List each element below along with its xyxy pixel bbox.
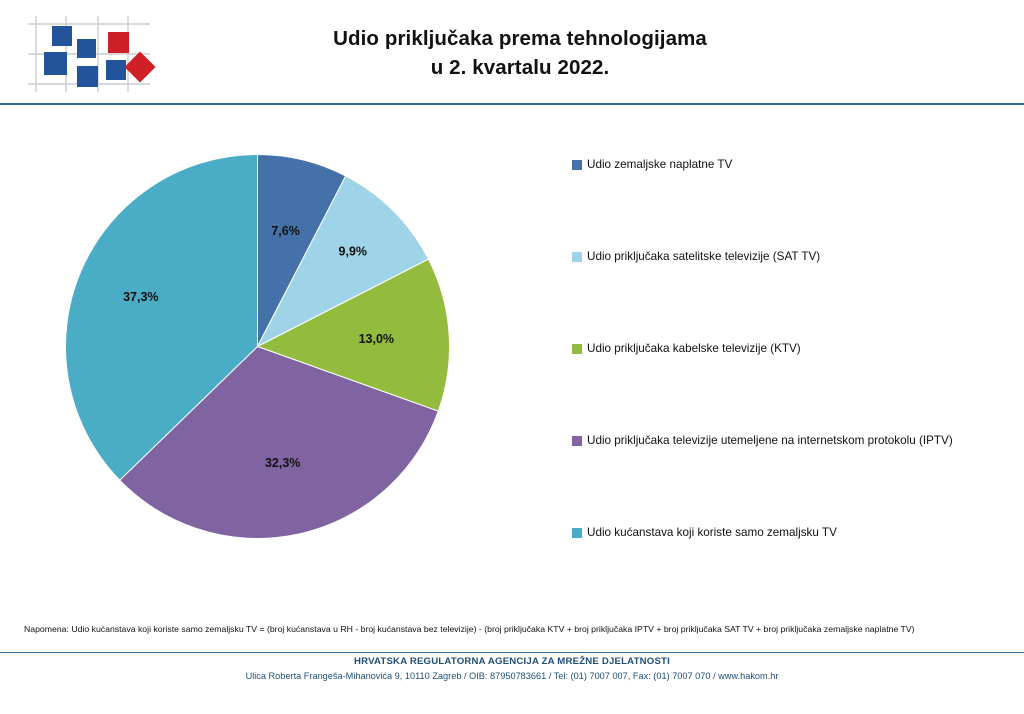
legend-swatch-icon-4 [572, 528, 582, 538]
legend-label-4: Udio kućanstava koji koriste samo zemaljsku TV [587, 526, 837, 539]
legend-label-1: Udio priključaka satelitske televizije (SAT TV) [587, 250, 821, 263]
pie-slice-label-0: 7,6% [271, 223, 300, 238]
legend-item-0[interactable] [572, 158, 1002, 250]
chart-area [0, 104, 1024, 614]
legend-swatch-icon-2 [572, 344, 582, 354]
legend-label-3: Udio priključaka televizije utemeljene na internetskom protokolu (IPTV) [587, 434, 953, 447]
legend-item-1[interactable] [572, 250, 1002, 342]
legend-swatch-icon-1 [572, 252, 582, 262]
legend-item-3[interactable] [572, 434, 1002, 526]
legend-item-2[interactable] [572, 342, 1002, 434]
footer-organisation: HRVATSKA REGULATORNA AGENCIJA ZA MREŽNE DJELATNOSTI [354, 656, 670, 667]
pie-chart [65, 154, 450, 539]
hakom-logo [22, 10, 162, 98]
footer-divider [0, 652, 1024, 653]
slide-header [0, 0, 1024, 104]
legend-label-0: Udio zemaljske naplatne TV [587, 158, 733, 171]
pie-slice-label-1: 9,9% [338, 244, 368, 259]
page-title-line-1: Udio priključaka prema tehnologijama [333, 27, 707, 50]
slide-footer [0, 656, 1024, 681]
page-title [180, 24, 860, 82]
pie-slice-label-3: 32,3% [264, 455, 301, 470]
legend-item-4[interactable] [572, 526, 1002, 618]
page-title-line-2: u 2. kvartalu 2022. [430, 56, 610, 80]
footer-contact: Ulica Roberta Frangeša-Mihanovića 9, 10110 Zagreb / OIB: 87950783661 / Tel: (01) 7007 007, Fax: (01) 7007 070 / www.hakom.hr [245, 671, 779, 681]
legend-swatch-icon-0 [572, 160, 582, 170]
legend-swatch-icon-3 [572, 436, 582, 446]
pie-slice-label-4: 37,3% [123, 290, 159, 305]
chart-legend [572, 158, 1002, 618]
pie-chart-svg [65, 154, 450, 539]
pie-slice-label-2: 13,0% [358, 331, 395, 346]
legend-label-2: Udio priključaka kabelske televizije (KTV) [587, 342, 801, 355]
chart-note: Napomena: Udio kućanstava koji koriste samo zemaljsku TV = (broj kućanstava u RH - broj kućanstava bez televizije) - (broj priključaka KTV + broj priključaka IPTV + broj priključaka SAT TV + broj priključaka zemaljske naplatne TV) [24, 624, 915, 634]
